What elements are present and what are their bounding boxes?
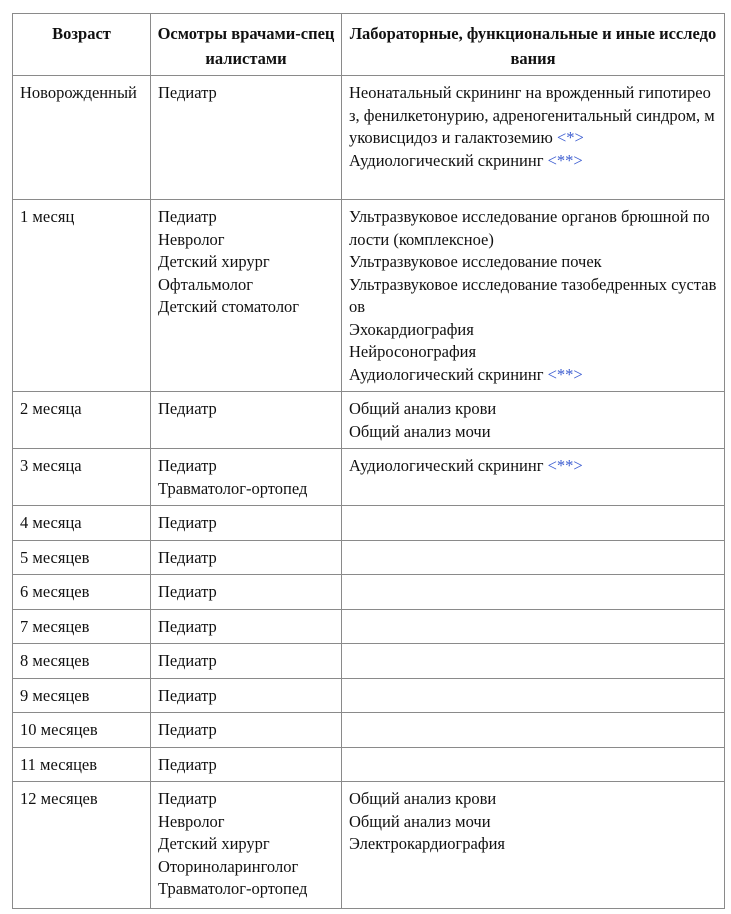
age-cell: 2 месяца bbox=[13, 392, 151, 449]
study-item bbox=[349, 150, 717, 173]
table-row bbox=[13, 644, 725, 679]
table-row bbox=[13, 747, 725, 782]
table-row bbox=[13, 506, 725, 541]
table-row bbox=[13, 540, 725, 575]
study-item bbox=[349, 364, 717, 387]
specialist-item: Педиатр bbox=[158, 685, 217, 705]
footnote-link[interactable]: <*> bbox=[556, 128, 584, 147]
specialists-cell bbox=[151, 644, 342, 679]
age-cell: 1 месяц bbox=[13, 200, 151, 392]
age-cell: 11 месяцев bbox=[13, 747, 151, 782]
table-row bbox=[13, 449, 725, 506]
age-cell: Новорожденный bbox=[13, 76, 151, 200]
study-text: Аудиологический скрининг bbox=[349, 456, 548, 475]
age-cell: 3 месяца bbox=[13, 449, 151, 506]
specialist-item: Невролог bbox=[158, 229, 225, 249]
studies-cell bbox=[342, 200, 725, 392]
specialists-cell bbox=[151, 449, 342, 506]
study-item bbox=[349, 82, 717, 150]
studies-cell bbox=[342, 392, 725, 449]
studies-cell bbox=[342, 76, 725, 200]
specialist-item: Педиатр bbox=[158, 616, 217, 636]
specialist-item: Травматолог-ортопед bbox=[158, 478, 308, 498]
studies-cell bbox=[342, 449, 725, 506]
specialist-item: Педиатр bbox=[158, 83, 217, 102]
specialist-item: Педиатр bbox=[158, 207, 217, 226]
study-item: Общий анализ крови bbox=[349, 789, 497, 808]
specialist-item: Оториноларинголог bbox=[158, 856, 299, 876]
table-header-row bbox=[13, 14, 725, 76]
specialists-cell bbox=[151, 76, 342, 200]
study-item: Электрокардиография bbox=[349, 834, 505, 853]
specialists-cell bbox=[151, 575, 342, 610]
specialist-item: Детский хирург bbox=[158, 834, 270, 853]
age-cell: 9 месяцев bbox=[13, 678, 151, 713]
specialists-cell bbox=[151, 540, 342, 575]
table-row bbox=[13, 76, 725, 200]
study-text: Аудиологический скрининг bbox=[349, 364, 548, 384]
specialist-item: Педиатр bbox=[158, 720, 217, 739]
specialists-cell bbox=[151, 506, 342, 541]
table-row bbox=[13, 575, 725, 610]
specialists-cell bbox=[151, 678, 342, 713]
age-cell: 5 месяцев bbox=[13, 540, 151, 575]
study-item: Общий анализ крови bbox=[349, 399, 497, 418]
study-item bbox=[349, 455, 717, 478]
study-item: Общий анализ мочи bbox=[349, 421, 491, 441]
table-row bbox=[13, 678, 725, 713]
study-text: Аудиологический скрининг bbox=[349, 150, 548, 170]
header-studies: Лабораторные, функциональные и иные исследования bbox=[342, 14, 725, 76]
study-item: Общий анализ мочи bbox=[349, 811, 491, 831]
footnote-link[interactable]: <**> bbox=[547, 456, 583, 475]
specialist-item: Педиатр bbox=[158, 789, 217, 808]
study-item: Ультразвуковое исследование тазобедренных суставов bbox=[349, 274, 717, 316]
header-specialists: Осмотры врачами-специалистами bbox=[151, 14, 342, 76]
studies-cell bbox=[342, 506, 725, 541]
table-body bbox=[13, 76, 725, 909]
specialist-item: Педиатр bbox=[158, 754, 217, 774]
footnote-link[interactable]: <**> bbox=[547, 150, 583, 170]
studies-cell bbox=[342, 713, 725, 748]
specialist-item: Педиатр bbox=[158, 399, 217, 418]
specialists-cell bbox=[151, 747, 342, 782]
study-item: Нейросонография bbox=[349, 342, 477, 361]
table-row bbox=[13, 200, 725, 392]
specialists-cell bbox=[151, 782, 342, 909]
studies-cell bbox=[342, 644, 725, 679]
table-row bbox=[13, 392, 725, 449]
studies-cell bbox=[342, 575, 725, 610]
studies-cell bbox=[342, 782, 725, 909]
specialist-item: Травматолог-ортопед bbox=[158, 879, 308, 898]
specialists-cell bbox=[151, 200, 342, 392]
specialist-item: Педиатр bbox=[158, 547, 217, 567]
table-row bbox=[13, 782, 725, 909]
specialist-item: Офтальмолог bbox=[158, 274, 253, 294]
specialist-item: Невролог bbox=[158, 811, 225, 831]
examination-schedule-table bbox=[12, 13, 725, 909]
study-text: Неонатальный скрининг на врожденный гипотиреоз, фенилкетонурию, адреногенитальный синдром, муковисцидоз и галактоземию bbox=[349, 83, 715, 147]
specialist-item: Педиатр bbox=[158, 651, 217, 670]
studies-cell bbox=[342, 540, 725, 575]
header-age: Возраст bbox=[13, 14, 151, 76]
studies-cell bbox=[342, 609, 725, 644]
specialist-item: Педиатр bbox=[158, 582, 217, 601]
specialist-item: Детский стоматолог bbox=[158, 297, 300, 316]
age-cell: 8 месяцев bbox=[13, 644, 151, 679]
table-row bbox=[13, 713, 725, 748]
specialist-item: Педиатр bbox=[158, 513, 217, 532]
age-cell: 6 месяцев bbox=[13, 575, 151, 610]
study-item: Ультразвуковое исследование органов брюшной полости (комплексное) bbox=[349, 207, 710, 249]
footnote-link[interactable]: <**> bbox=[547, 364, 583, 384]
studies-cell bbox=[342, 747, 725, 782]
specialists-cell bbox=[151, 392, 342, 449]
age-cell: 12 месяцев bbox=[13, 782, 151, 909]
study-item: Ультразвуковое исследование почек bbox=[349, 252, 602, 271]
specialist-item: Детский хирург bbox=[158, 252, 270, 271]
study-item: Эхокардиография bbox=[349, 319, 474, 339]
specialist-item: Педиатр bbox=[158, 456, 217, 475]
age-cell: 4 месяца bbox=[13, 506, 151, 541]
specialists-cell bbox=[151, 609, 342, 644]
table-row bbox=[13, 609, 725, 644]
studies-cell bbox=[342, 678, 725, 713]
specialists-cell bbox=[151, 713, 342, 748]
age-cell: 7 месяцев bbox=[13, 609, 151, 644]
age-cell: 10 месяцев bbox=[13, 713, 151, 748]
